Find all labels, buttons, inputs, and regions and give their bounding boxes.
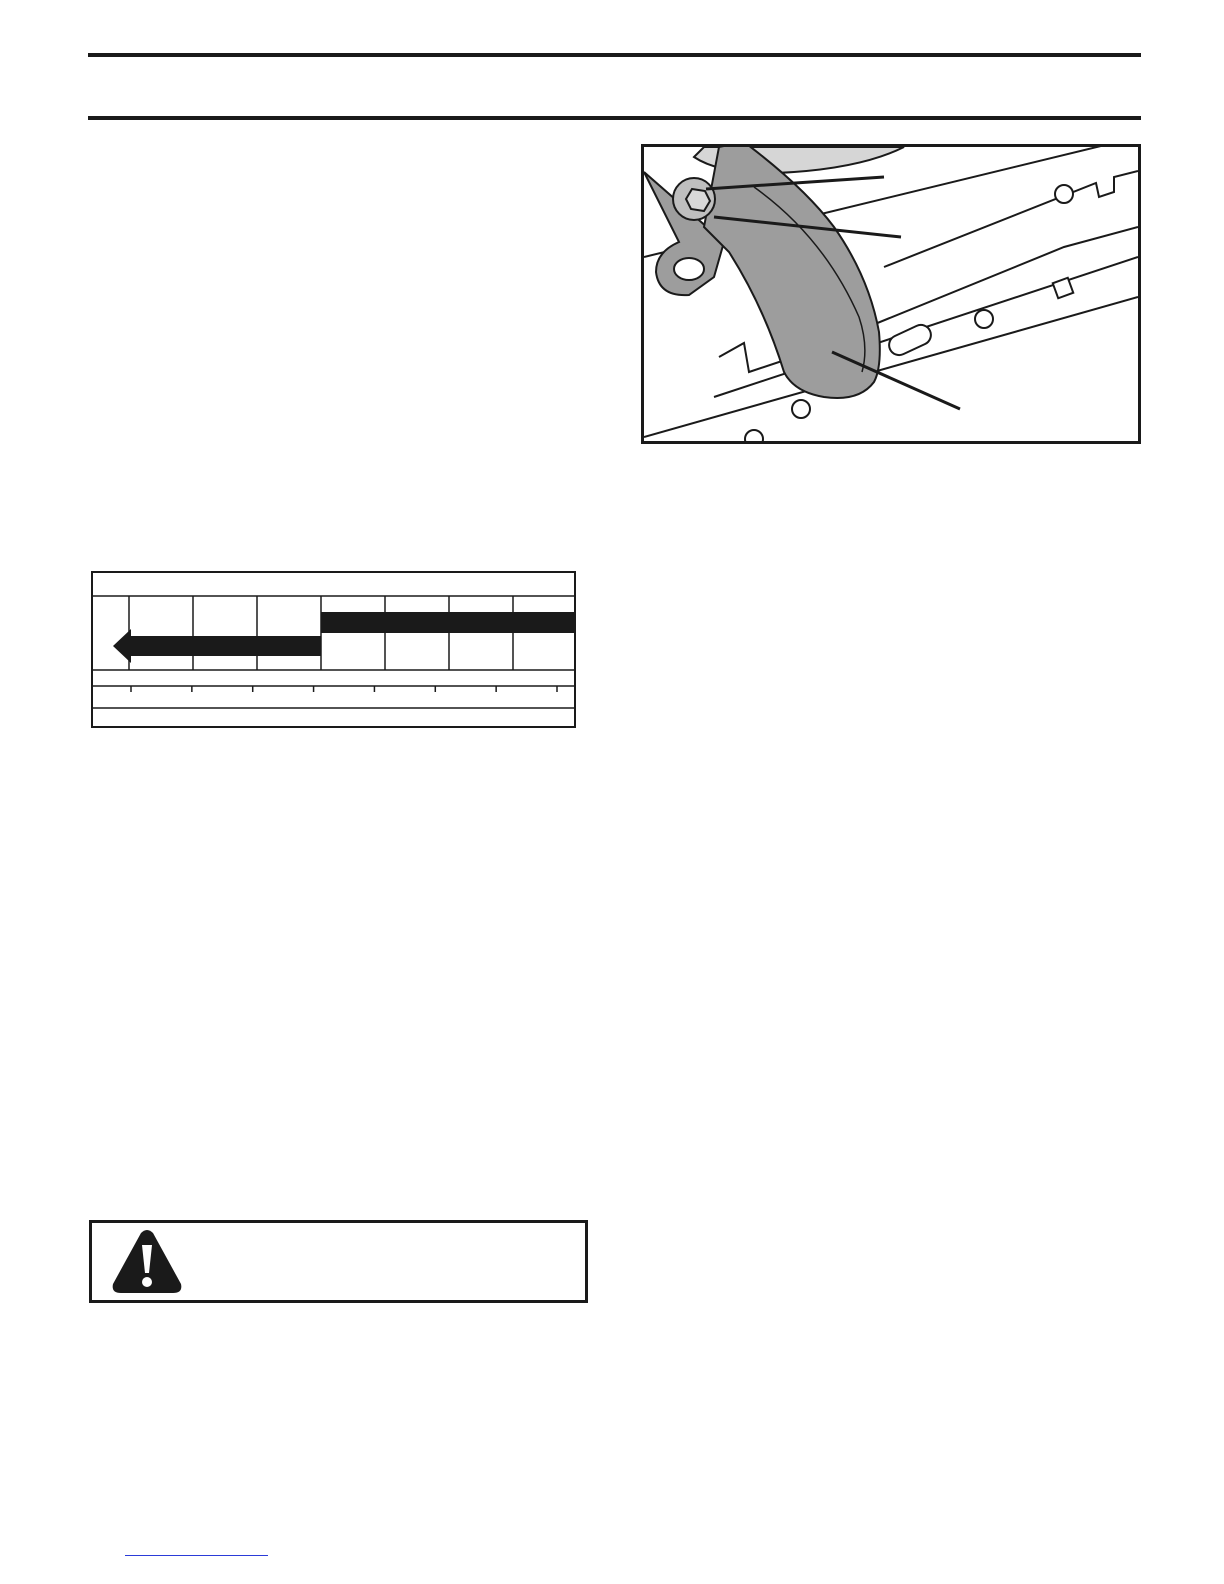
range-chart-svg	[91, 571, 576, 728]
warning-triangle-icon	[111, 1229, 183, 1295]
bolt-head	[686, 189, 710, 211]
deck-hole	[792, 400, 810, 418]
illustration-figure	[641, 144, 1141, 444]
mounting-tab-hole	[674, 258, 704, 280]
deck-hole	[975, 310, 993, 328]
deck-square-hole	[1053, 278, 1074, 299]
illustration-svg	[644, 147, 1138, 441]
header-rule-bottom	[88, 116, 1141, 120]
deck-hole	[1055, 185, 1073, 203]
warning-box	[89, 1220, 588, 1303]
deck-hole	[745, 430, 763, 441]
range-chart	[91, 571, 576, 728]
header-rule-top	[88, 53, 1141, 57]
footer-link-underline[interactable]	[125, 1555, 268, 1556]
deck-slot	[886, 322, 934, 359]
